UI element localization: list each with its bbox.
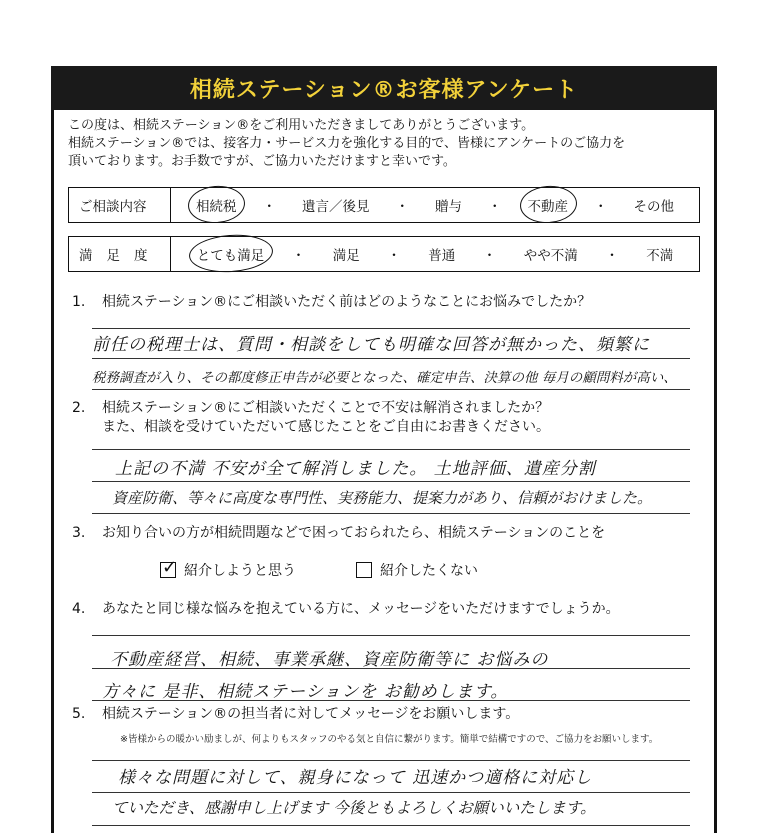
question-2 bbox=[72, 399, 712, 437]
satisfaction-option-somewhat-dissatisfied[interactable]: やや不満 bbox=[523, 248, 578, 264]
checkbox-unchecked[interactable] bbox=[356, 562, 372, 578]
separator-dot: ・ bbox=[262, 199, 276, 215]
separator-dot: ・ bbox=[387, 248, 401, 264]
answer-line bbox=[92, 481, 690, 482]
satisfaction-label: 満足度 bbox=[69, 237, 171, 271]
question-text: お知り合いの方が相続問題などで困っておられたら、相続ステーションのことを bbox=[102, 525, 606, 541]
question-text: 相続ステーション®にご相談いただく前はどのようなことにお悩みでしたか？ bbox=[102, 294, 592, 310]
answer-line bbox=[92, 635, 690, 636]
answer-2-line-1[interactable]: 上記の不満 不安が全て解消しました。 土地評価、遺産分割 bbox=[115, 459, 596, 479]
consult-option-gift[interactable]: 贈与 bbox=[435, 199, 462, 215]
consult-type-label: ご相談内容 bbox=[69, 188, 171, 222]
option-label: 紹介しようと思う bbox=[184, 563, 296, 579]
satisfaction-option-very-satisfied[interactable]: とても満足 bbox=[197, 244, 265, 264]
separator-dot: ・ bbox=[488, 199, 502, 215]
referral-options bbox=[160, 560, 478, 580]
answer-5-line-1[interactable]: 様々な問題に対して、親身になって 迅速かつ適格に対応し bbox=[118, 768, 593, 788]
answer-4-line-1[interactable]: 不動産経営、相続、事業承継、資産防衛等に お悩みの bbox=[110, 650, 549, 670]
question-3 bbox=[72, 524, 712, 543]
separator-dot: ・ bbox=[594, 199, 608, 215]
question-number: 2. bbox=[72, 400, 86, 416]
answer-4-line-2[interactable]: 方々に 是非、相続ステーションを お勧めします。 bbox=[102, 682, 509, 702]
answer-line bbox=[92, 825, 690, 826]
answer-1-line-1[interactable]: 前任の税理士は、質問・相談をしても明確な回答が無かった、頻繁に bbox=[92, 335, 650, 355]
satisfaction-option-satisfied[interactable]: 満足 bbox=[332, 248, 360, 264]
consult-option-will[interactable]: 遺言／後見 bbox=[302, 199, 370, 215]
survey-title-text: 相続ステーション®お客様アンケート bbox=[189, 77, 579, 103]
satisfaction-option-neutral[interactable]: 普通 bbox=[428, 248, 456, 264]
satisfaction-row bbox=[68, 236, 700, 272]
satisfaction-option-dissatisfied[interactable]: 不満 bbox=[646, 248, 674, 264]
consult-option-other[interactable]: その他 bbox=[633, 199, 674, 215]
question-text: あなたと同じ様な悩みを抱えている方に、メッセージをいただけますでしょうか。 bbox=[102, 601, 620, 617]
referral-option-yes[interactable] bbox=[160, 560, 296, 580]
question-number: 3. bbox=[72, 525, 86, 541]
answer-line bbox=[92, 513, 690, 514]
answer-line bbox=[92, 449, 690, 450]
answer-line bbox=[92, 700, 690, 701]
question-number: 1. bbox=[72, 294, 86, 310]
question-subtext: また、相談を受けていただいて感じたことをご自由にお書きください。 bbox=[102, 419, 550, 435]
intro-line: この度は、相続ステーション®をご利用いただきましてありがとうございます。 bbox=[68, 118, 535, 133]
answer-line bbox=[92, 328, 690, 329]
separator-dot: ・ bbox=[482, 248, 497, 264]
question-4 bbox=[72, 600, 712, 619]
separator-dot: ・ bbox=[395, 199, 409, 215]
separator-dot: ・ bbox=[291, 248, 306, 264]
question-5 bbox=[72, 705, 712, 724]
checkbox-checked[interactable] bbox=[160, 562, 176, 578]
answer-line bbox=[92, 792, 690, 793]
referral-option-no[interactable] bbox=[356, 560, 478, 580]
question-text: 相続ステーション®の担当者に対してメッセージをお願いします。 bbox=[102, 706, 520, 722]
answer-line bbox=[92, 760, 690, 761]
survey-title bbox=[51, 66, 717, 110]
answer-line bbox=[92, 668, 690, 669]
question-text: 相続ステーション®にご相談いただくことで不安は解消されましたか？ bbox=[102, 400, 550, 416]
question-5-note: ※皆様からの暖かい励ましが、何よりもスタッフのやる気と自信に繋がります。簡単で結構ですので、ご協力をお願いします。 bbox=[120, 734, 659, 745]
answer-5-line-2[interactable]: ていただき、感謝申し上げます 今後ともよろしくお願いいたします。 bbox=[112, 799, 596, 817]
intro-line: 頂いております。お手数ですが、ご協力いただけますと幸いです。 bbox=[68, 154, 456, 169]
option-label: 紹介したくない bbox=[380, 563, 478, 579]
answer-line bbox=[92, 389, 690, 390]
consult-type-row bbox=[68, 187, 700, 223]
intro-line: 相続ステーション®では、接客力・サービス力を強化する目的で、皆様にアンケートのご協力を bbox=[68, 136, 626, 151]
question-number: 5. bbox=[72, 706, 86, 722]
consult-option-real-estate[interactable]: 不動産 bbox=[528, 195, 569, 215]
answer-line bbox=[92, 358, 690, 359]
question-number: 4. bbox=[72, 601, 86, 617]
separator-dot: ・ bbox=[605, 248, 619, 264]
consult-option-inheritance-tax[interactable]: 相続税 bbox=[196, 195, 237, 215]
answer-2-line-2[interactable]: 資産防衛、等々に高度な専門性、実務能力、提案力があり、信頼がおけました。 bbox=[112, 489, 653, 507]
question-1 bbox=[72, 293, 712, 312]
intro-text bbox=[68, 117, 708, 171]
answer-1-line-2[interactable]: 税務調査が入り、その都度修正申告が必要となった、確定申告、決算の他 毎月の顧問料が高い、 bbox=[92, 370, 677, 386]
